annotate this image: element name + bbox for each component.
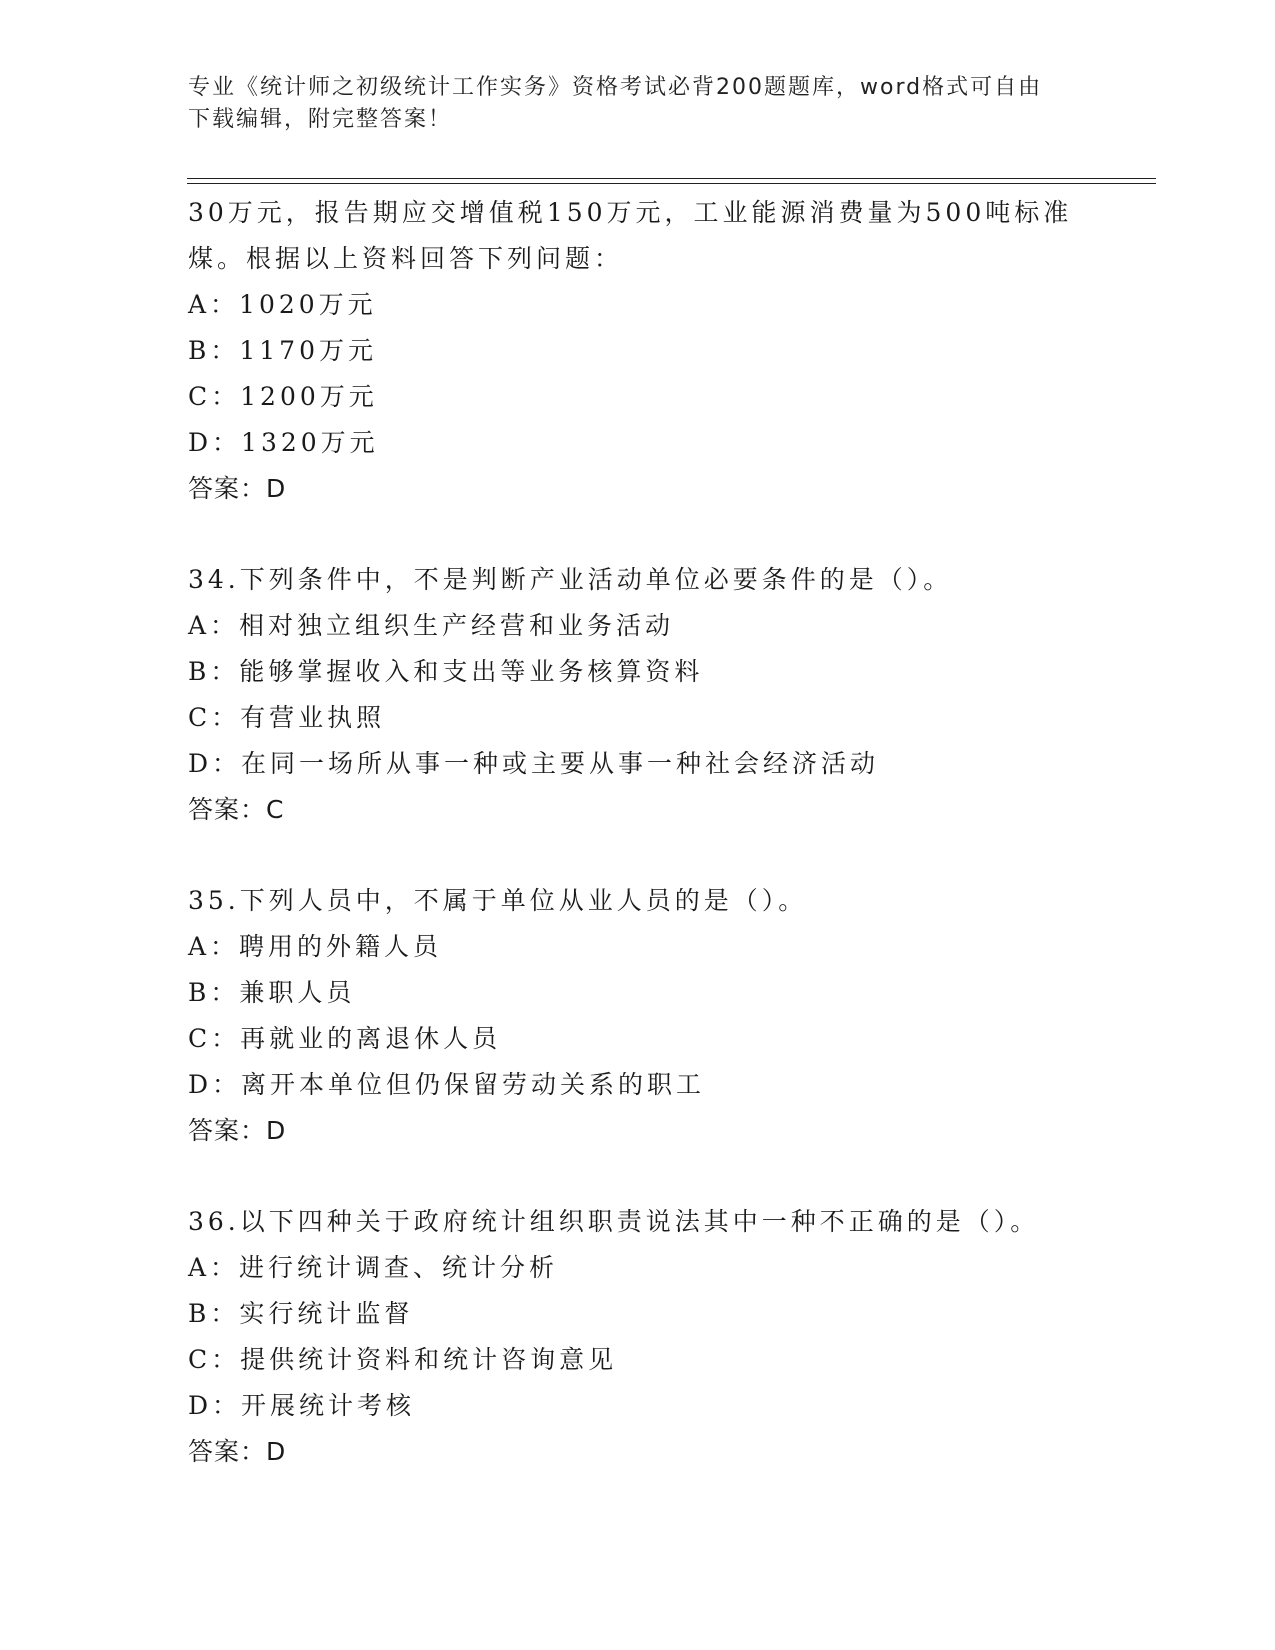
option-d: D：在同一场所从事一种或主要从事一种社会经济活动 bbox=[188, 749, 880, 778]
answer: 答案：D bbox=[188, 1437, 287, 1466]
option-a: A：相对独立组织生产经营和业务活动 bbox=[188, 611, 675, 640]
option-b: B：能够掌握收入和支出等业务核算资料 bbox=[188, 657, 704, 686]
question-text: 30万元，报告期应交增值税150万元，工业能源消费量为500吨标准 bbox=[188, 198, 1073, 227]
option-b: B：1170万元 bbox=[188, 336, 377, 365]
question-text: 34.下列条件中，不是判断产业活动单位必要条件的是（）。 bbox=[188, 565, 953, 594]
option-a: A：1020万元 bbox=[188, 290, 377, 319]
document-header bbox=[188, 72, 1088, 136]
question-34 bbox=[188, 557, 1148, 833]
option-d: D：1320万元 bbox=[188, 428, 379, 457]
header-divider-bottom bbox=[187, 183, 1156, 184]
question-36 bbox=[188, 1199, 1148, 1475]
question-text: 35.下列人员中，不属于单位从业人员的是（）。 bbox=[188, 886, 808, 915]
question-text: 煤。根据以上资料回答下列问题： bbox=[188, 244, 624, 273]
option-c: C：提供统计资料和统计咨询意见 bbox=[188, 1345, 618, 1374]
header-line-1: 专业《统计师之初级统计工作实务》资格考试必背200题题库，word格式可自由 bbox=[188, 75, 1043, 100]
option-d: D：离开本单位但仍保留劳动关系的职工 bbox=[188, 1070, 706, 1099]
answer: 答案：D bbox=[188, 474, 287, 503]
question-33 bbox=[188, 190, 1148, 512]
question-text: 36.以下四种关于政府统计组织职责说法其中一种不正确的是（）。 bbox=[188, 1207, 1040, 1236]
option-b: B：兼职人员 bbox=[188, 978, 356, 1007]
option-d: D：开展统计考核 bbox=[188, 1391, 416, 1420]
option-c: C：有营业执照 bbox=[188, 703, 386, 732]
answer: 答案：C bbox=[188, 795, 285, 824]
question-list bbox=[188, 190, 1148, 1475]
header-line-2: 下载编辑，附完整答案！ bbox=[188, 107, 453, 132]
answer: 答案：D bbox=[188, 1116, 287, 1145]
header-divider-top bbox=[187, 178, 1156, 179]
option-b: B：实行统计监督 bbox=[188, 1299, 414, 1328]
question-35 bbox=[188, 878, 1148, 1154]
option-a: A：进行统计调查、统计分析 bbox=[188, 1253, 559, 1282]
option-c: C：1200万元 bbox=[188, 382, 378, 411]
option-a: A：聘用的外籍人员 bbox=[188, 932, 443, 961]
option-c: C：再就业的离退休人员 bbox=[188, 1024, 502, 1053]
